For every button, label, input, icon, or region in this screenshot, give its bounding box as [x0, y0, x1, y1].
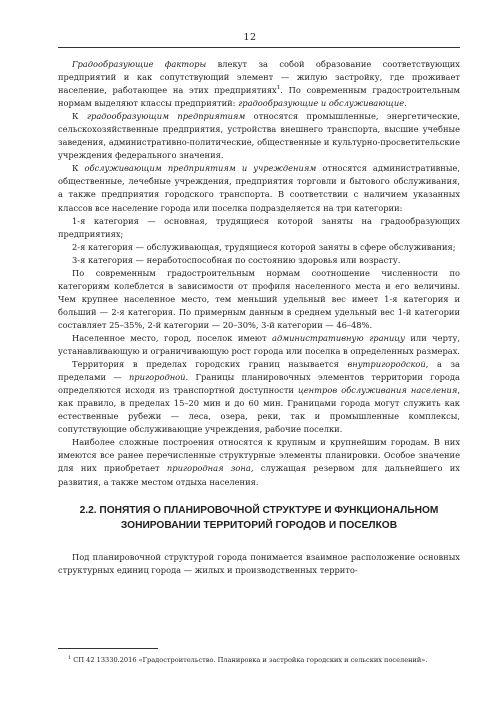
term-city-forming-factors: Градообразующие факторы — [72, 59, 207, 69]
list-item-category-3: 3-я категория — неработоспособная по состоянию здоровья или возрасту. — [72, 254, 401, 265]
paragraph-urban-territory: Территория в пределах городских границ называется внутригородской, а за пределами — пригородной. Границы планировочных элементов территории города определяются исходя из транспортной доступности центров обслуживания населения, как правило, в пределах 15–20 мин и до 60 мин. Границами города могут служить как естественные рубежи — леса, озера, реки, так и промышленные комплексы, сопутствующие обслуживающие учреждения, рабочие поселки. — [58, 359, 460, 435]
paragraph-city-forming-enterprises: К градообразующим предприятиям относятся промышленные, энергетические, сельскохозяйственные предприятия, устройства внешнего транспорта, высшие учебные заведения, административно-политические, общественные и культурно-просветительские учреждения федерального значения. — [58, 111, 460, 161]
term-city-forming-enterprises: градообразующим предприятиям — [86, 111, 246, 122]
footnote-text: СП 42 13330.2016 «Градостроительство. Планировка и застройка городских и сельских поселений». — [71, 656, 428, 664]
paragraph-planning-structure: Под планировочной структурой города понимается взаимное расположение основных структурных единиц города — жилых и производственных террито- — [58, 551, 460, 575]
list-item-category-2: 2-я категория — обслуживающая, трудящиеся которой заняты в сфере обслуживания; — [72, 241, 456, 252]
term-service-centers: центров обслуживания населения — [297, 385, 458, 396]
paragraph-service-enterprises: К обслуживающим предприятиям и учреждениям относятся административные, общественные, лечебные учреждения, предприятия торговли и бытового обслуживания, а также предприятия городского транспорта. В соответствии с наличием указанных классов все население города или поселка подразделяется на три категории: — [58, 163, 460, 213]
term-intra-urban: внутригородской — [347, 359, 426, 370]
paragraph-large-cities: Наиболее сложные построения относятся к крупным и крупнейшим городам. В них имеются все ранее перечисленные структурные элементы планировки. Особое значение для них приобретает пригородная зона, служащая резервом для дальнейшего их развития, а также местом отдыха населения. — [58, 437, 460, 487]
term-enterprise-classes: градообразующие и обслуживающие — [238, 98, 405, 109]
page-body — [58, 58, 460, 577]
term-administrative-boundary: административную границу — [272, 332, 405, 343]
footnote-ref: 1 — [276, 85, 281, 92]
term-service-enterprises: обслуживающим предприятиям и учреждениям — [84, 163, 317, 174]
section-heading: 2.2. ПОНЯТИЯ О ПЛАНИРОВОЧНОЙ СТРУКТУРЕ И ФУНКЦИОНАЛЬНОМ ЗОНИРОВАНИИ ТЕРРИТОРИЙ ГОРОДОВ И ПОСЕЛКОВ — [79, 504, 439, 531]
paragraph-administrative-boundary: Населенное место, город, поселок имеют административную границу или черту, устанавливающую и ограничивающую рост города или поселка в определенных размерах. — [58, 332, 461, 357]
list-item-category-1: 1-я категория — основная, трудящиеся которой заняты на градообразующих предприятиях; — [58, 215, 460, 239]
paragraph-category-ratio: По современным градостроительным нормам соотношение численности по категориям колеблется в зависимости от профиля населенного места и его величины. Чем крупнее населенное место, тем меньший удельный вес имеет 1-я категория и больший — 2-я категория. По примерным данным в среднем удельный вес 1-й категории составляет 25–35%, 2-й категории — 20–30%, 3-й категории — 46–48%. — [58, 267, 460, 330]
page-number: 12 — [243, 32, 257, 43]
header-rule — [58, 47, 460, 48]
footnote-rule — [58, 648, 158, 649]
footnote-marker: 1 — [68, 654, 72, 661]
term-suburban-zone: пригородная зона — [166, 463, 251, 474]
paragraph-city-forming-factors: Градообразующие факторы влекут за собой образование соответствующих предприятий и как сопутствующий элемент — жилую застройку, где проживает население, работающее на этих предприятиях$^1$. По современным градостроительным нормам выделяют классы предприятий: градообразующие и обслуживающие. — [58, 59, 460, 109]
footnote — [58, 655, 460, 665]
term-suburban: пригородной — [128, 372, 186, 383]
